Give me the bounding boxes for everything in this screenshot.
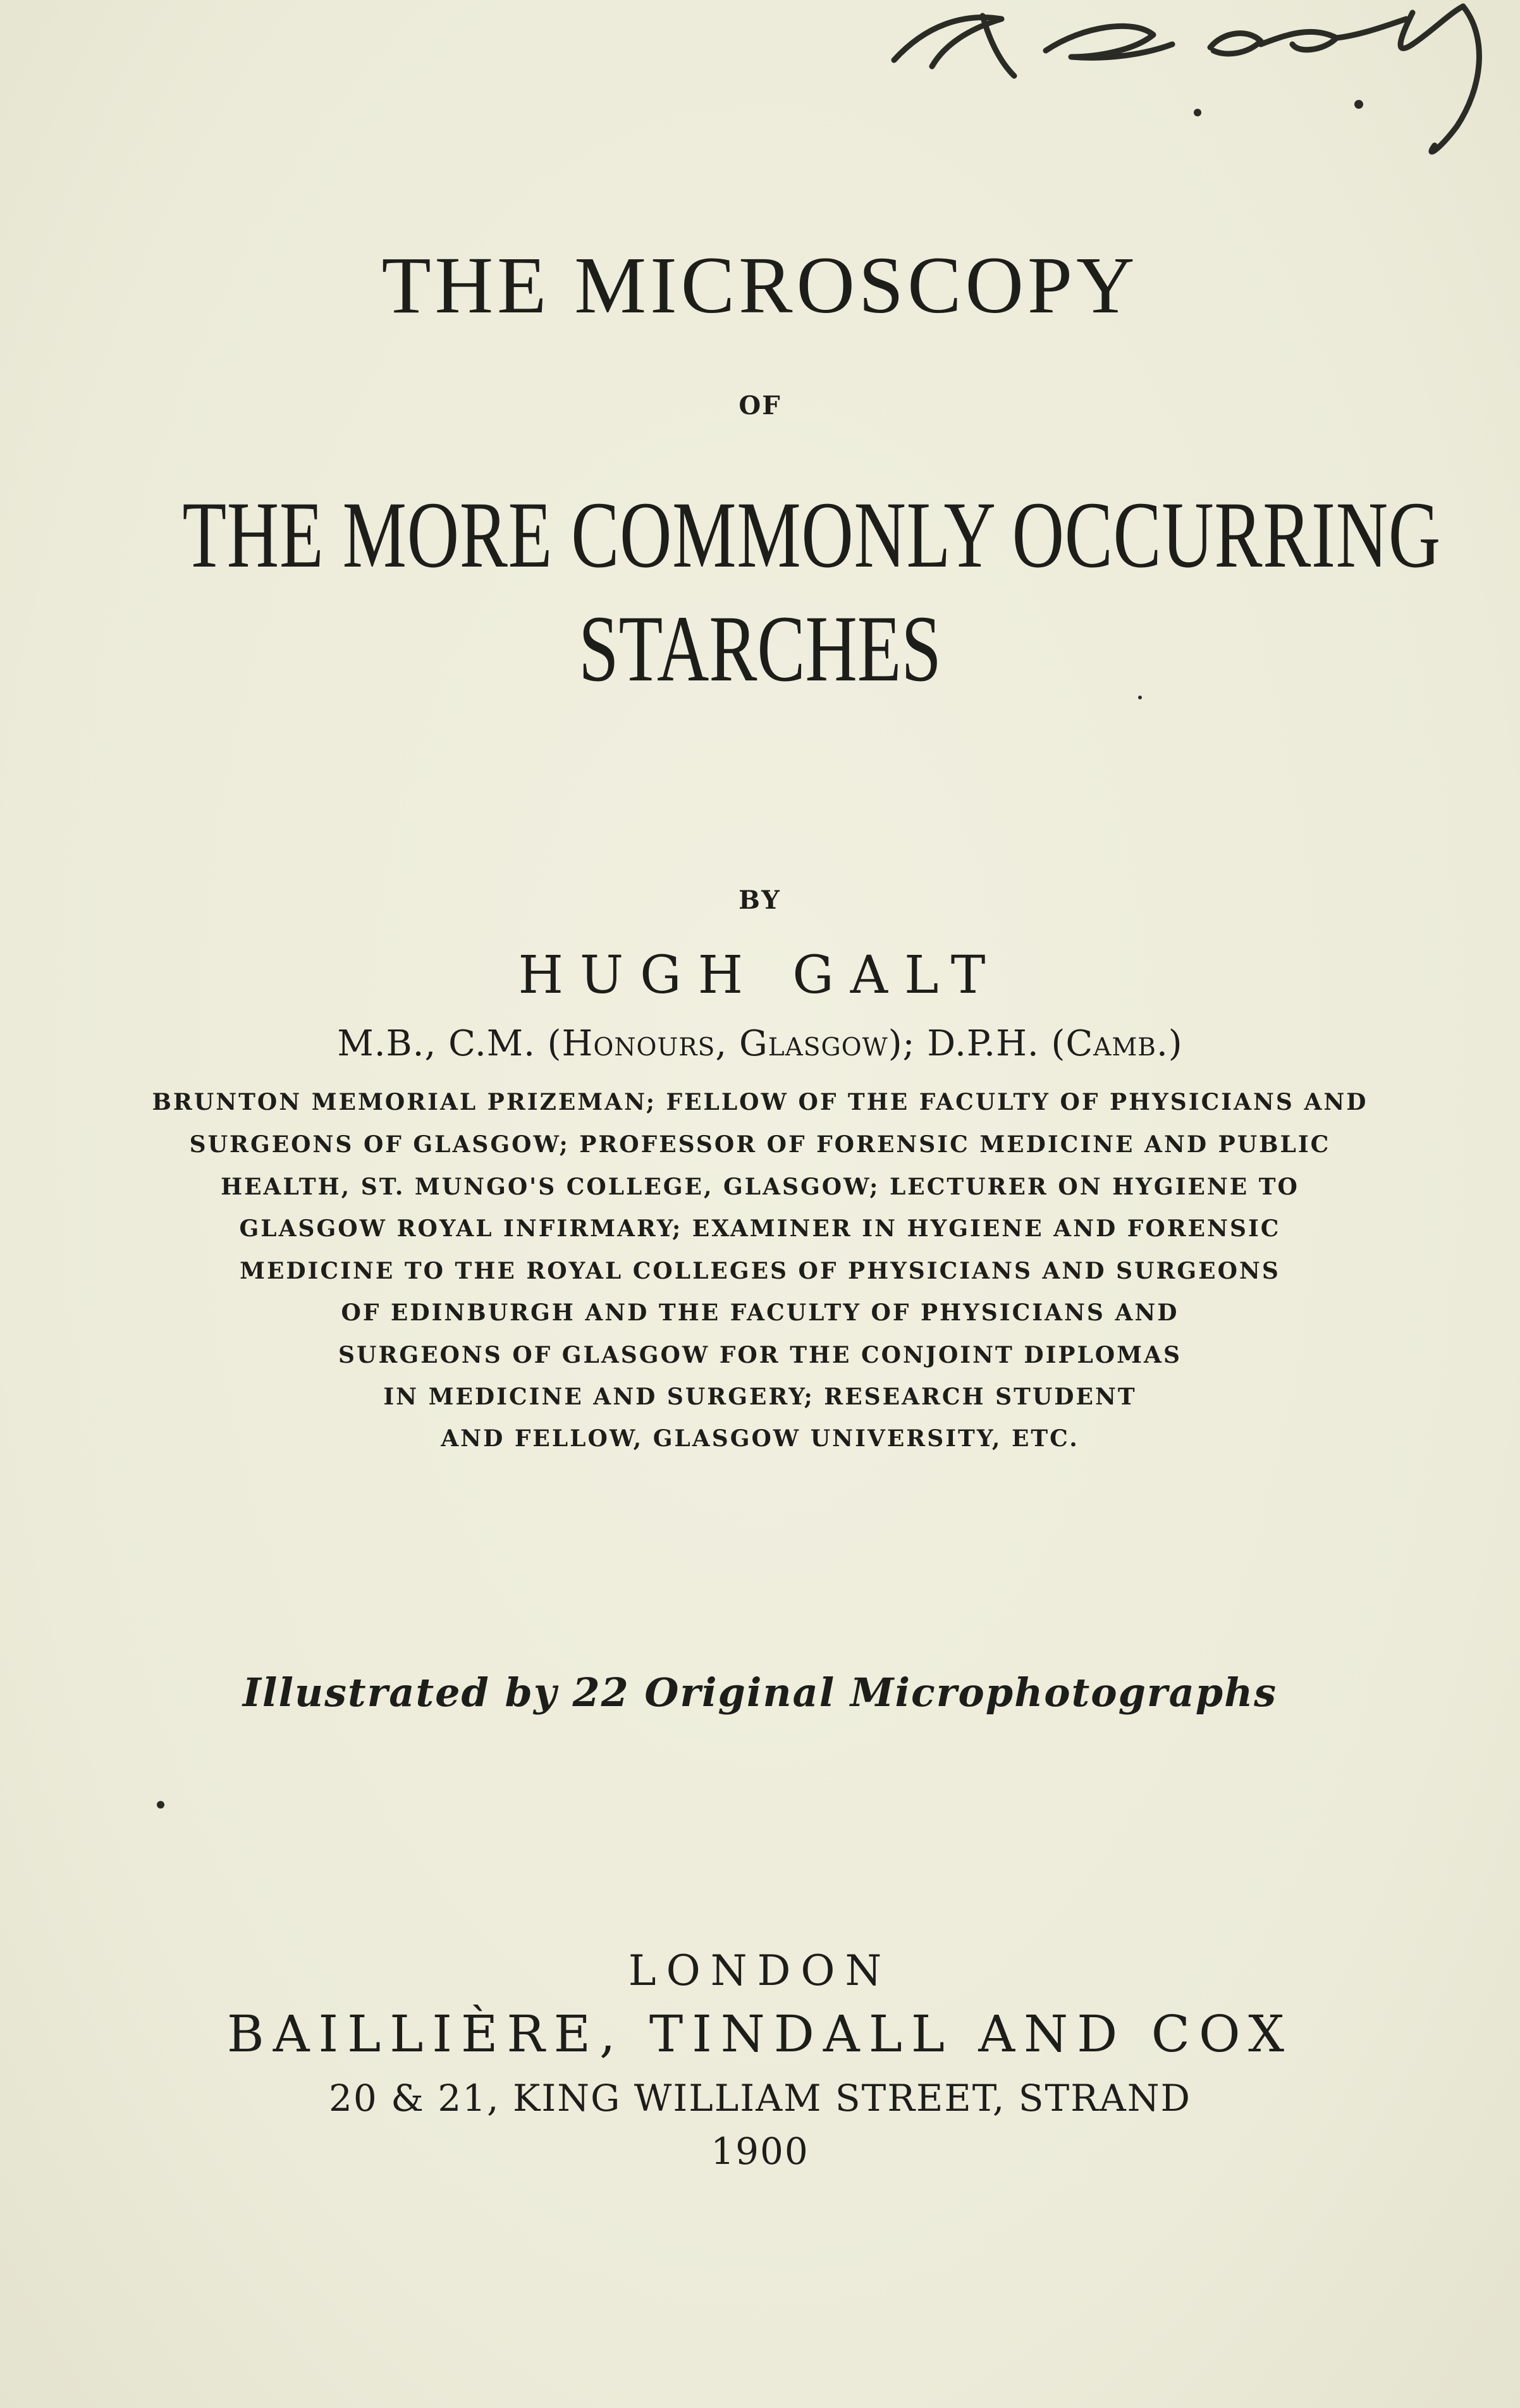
ink-speck — [1138, 696, 1142, 699]
title-line-1: THE MICROSCOPY — [381, 240, 1139, 330]
author-name: HUGH GALT — [518, 945, 1002, 1005]
title-of: OF — [739, 391, 781, 421]
title-line-3: STARCHES — [579, 596, 941, 701]
ink-speck — [157, 1801, 164, 1809]
credential-line: GLASGOW ROYAL INFIRMARY; EXAMINER IN HYGIENE AND FORENSIC — [239, 1215, 1281, 1242]
title-line-2: THE MORE COMMONLY OCCURRING — [182, 482, 1441, 587]
credential-line: SURGEONS OF GLASGOW FOR THE CONJOINT DIPLOMAS — [338, 1342, 1182, 1368]
author-degrees: M.B., C.M. (Honours, Glasgow); D.P.H. (Camb.) — [337, 1023, 1183, 1064]
handwritten-signature — [856, 0, 1520, 190]
credential-line: AND FELLOW, GLASGOW UNIVERSITY, ETC. — [441, 1425, 1079, 1452]
credential-line: SURGEONS OF GLASGOW; PROFESSOR OF FORENSIC MEDICINE AND PUBLIC — [189, 1131, 1331, 1158]
by-label: BY — [739, 885, 781, 915]
credential-line: IN MEDICINE AND SURGERY; RESEARCH STUDENT — [383, 1384, 1137, 1410]
illustration-note: Illustrated by 22 Original Microphotographs — [242, 1669, 1278, 1716]
credential-line: OF EDINBURGH AND THE FACULTY OF PHYSICIANS AND — [341, 1299, 1179, 1326]
publisher-name: BAILLIÈRE, TINDALL AND COX — [226, 2005, 1294, 2063]
publisher-city: LONDON — [628, 1946, 892, 1995]
credential-line: MEDICINE TO THE ROYAL COLLEGES OF PHYSICIANS AND SURGEONS — [240, 1258, 1280, 1284]
credential-line: HEALTH, ST. MUNGO'S COLLEGE, GLASGOW; LECTURER ON HYGIENE TO — [221, 1174, 1299, 1200]
publication-year: 1900 — [711, 2130, 809, 2173]
credential-line: BRUNTON MEMORIAL PRIZEMAN; FELLOW OF THE FACULTY OF PHYSICIANS AND — [152, 1089, 1368, 1115]
publisher-address: 20 & 21, KING WILLIAM STREET, STRAND — [329, 2077, 1191, 2120]
